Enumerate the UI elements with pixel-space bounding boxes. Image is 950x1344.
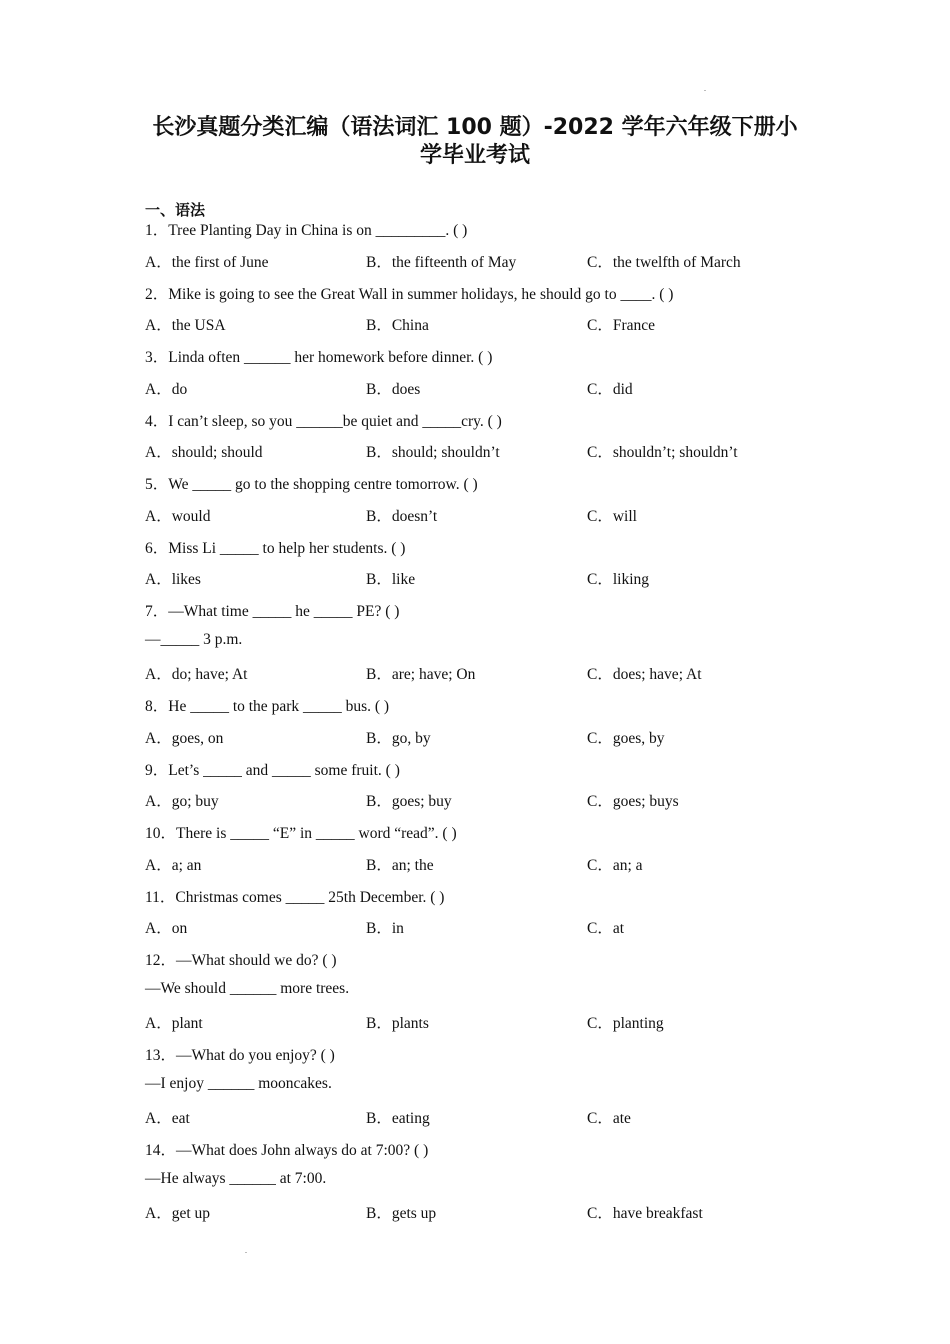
answer-option-a: A．the first of June (145, 253, 269, 271)
question-stem: 10．There is _____ “E” in _____ word “read”. ( ) (145, 825, 457, 842)
answer-option-c: C．ate (587, 1110, 631, 1127)
answer-option-a: A．plant (145, 1015, 203, 1032)
answer-option-a: A．eat (145, 1110, 190, 1127)
dot-mark-top (704, 90, 706, 91)
answer-option-a: A．goes, on (145, 729, 224, 747)
page-title (0, 114, 950, 170)
answer-option-b: B．are; have; On (366, 666, 476, 683)
answer-option-b: B．China (366, 317, 429, 334)
answer-option-c: C．goes; buys (587, 793, 679, 810)
answer-option-b: B．like (366, 571, 416, 588)
answer-option-c: C．goes, by (587, 729, 665, 747)
question-stem: 13．—What do you enjoy? ( ) (145, 1047, 335, 1064)
answer-option-a: A．on (145, 920, 188, 937)
answer-option-c: C．at (587, 920, 625, 937)
answer-option-b: B．does (366, 380, 421, 398)
question-stem: 14．—What does John always do at 7:00? ( ) (145, 1142, 429, 1159)
question-stem: 12．—What should we do? ( ) (145, 952, 337, 969)
answer-option-c: C．will (587, 507, 637, 525)
answer-option-b: B．eating (366, 1110, 430, 1127)
answer-option-a: A．a; an (145, 856, 202, 874)
answer-option-c: C．did (587, 380, 633, 398)
question-dialogue-line: —He always ______ at 7:00. (145, 1169, 327, 1187)
answer-option-b: B．gets up (366, 1205, 437, 1222)
answer-option-b: B．doesn’t (366, 507, 438, 525)
question-stem: 2．Mike is going to see the Great Wall in summer holidays, he should go to ____. ( ) (145, 285, 674, 303)
answer-option-b: B．plants (366, 1015, 429, 1032)
answer-option-b: B．go, by (366, 729, 431, 747)
question-dialogue-line: —I enjoy ______ mooncakes. (145, 1074, 332, 1092)
answer-option-c: C．have breakfast (587, 1205, 703, 1222)
question-stem: 8．He _____ to the park _____ bus. ( ) (145, 698, 390, 715)
title-line-1: 长沙真题分类汇编（语法词汇 100 题）-2022 学年六年级下册小 (152, 115, 798, 140)
answer-option-b: B．an; the (366, 856, 434, 874)
question-dialogue-line: —_____ 3 p.m. (145, 630, 243, 648)
dot-mark-bottom (245, 1252, 247, 1253)
answer-option-a: A．should; should (145, 444, 263, 461)
question-dialogue-line: —We should ______ more trees. (145, 979, 350, 997)
answer-option-c: C．shouldn’t; shouldn’t (587, 444, 738, 461)
question-stem: 1．Tree Planting Day in China is on _________. ( ) (145, 222, 468, 239)
answer-option-c: C．liking (587, 571, 650, 588)
answer-option-c: C．France (587, 317, 656, 334)
question-stem: 7．—What time _____ he _____ PE? ( ) (145, 603, 400, 620)
title-line-2: 学毕业考试 (419, 143, 530, 168)
answer-option-b: B．should; shouldn’t (366, 444, 500, 461)
answer-option-c: C．the twelfth of March (587, 253, 741, 271)
question-stem: 3．Linda often ______ her homework before dinner. ( ) (145, 349, 493, 366)
answer-option-b: B．in (366, 920, 404, 937)
question-stem: 9．Let’s _____ and _____ some fruit. ( ) (145, 761, 400, 779)
answer-option-a: A．get up (145, 1205, 211, 1222)
answer-option-c: C．an; a (587, 856, 643, 874)
section-heading: 一、语法 (145, 201, 206, 219)
answer-option-a: A．would (145, 507, 211, 525)
answer-option-b: B．goes; buy (366, 793, 452, 810)
answer-option-a: A．do (145, 380, 188, 398)
answer-option-a: A．do; have; At (145, 666, 248, 683)
question-stem: 6．Miss Li _____ to help her students. ( ) (145, 539, 406, 557)
question-stem: 11．Christmas comes _____ 25th December. ( ) (145, 888, 445, 906)
question-stem: 4．I can’t sleep, so you ______be quiet and _____cry. ( ) (145, 412, 502, 430)
answer-option-a: A．the USA (145, 317, 226, 334)
answer-option-c: C．does; have; At (587, 666, 702, 683)
answer-option-c: C．planting (587, 1015, 664, 1032)
answer-option-b: B．the fifteenth of May (366, 253, 517, 271)
answer-option-a: A．likes (145, 571, 201, 588)
answer-option-a: A．go; buy (145, 793, 219, 810)
question-stem: 5．We _____ go to the shopping centre tomorrow. ( ) (145, 476, 478, 493)
